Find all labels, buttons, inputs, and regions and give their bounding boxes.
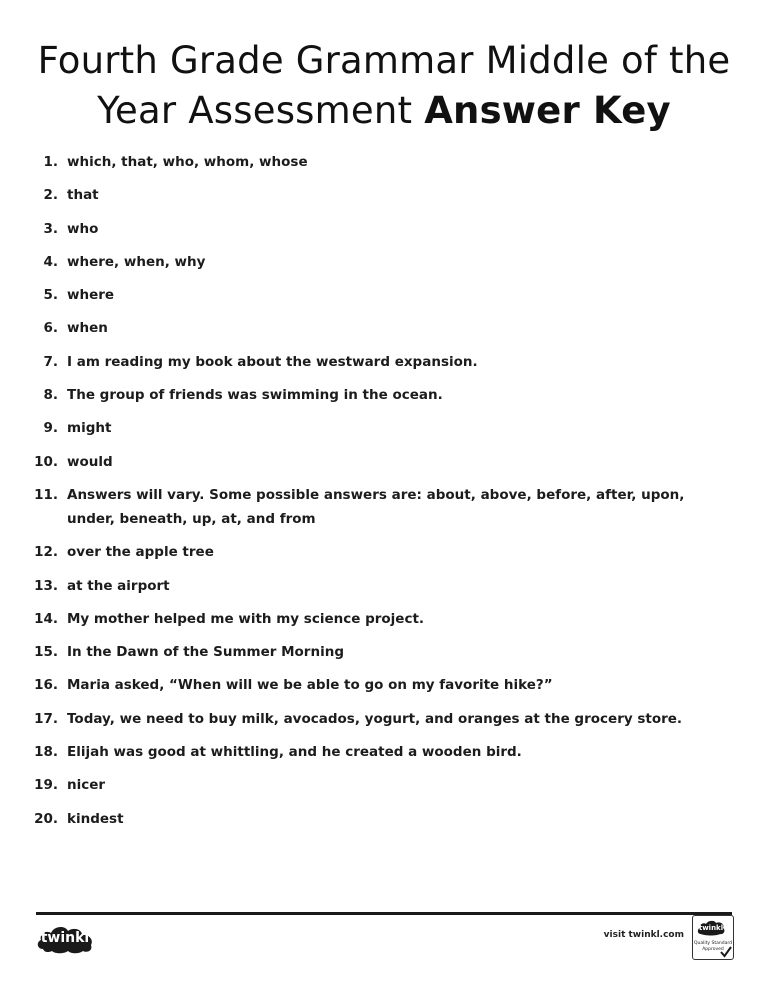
answer-text: who — [67, 220, 99, 237]
title-bold: Answer Key — [424, 89, 671, 132]
answer-number: 4. — [43, 253, 58, 270]
page-title — [0, 36, 768, 136]
answer-text: nicer — [67, 777, 106, 794]
answer-text: Maria asked, “When will we be able to go on my favorite hike?” — [67, 677, 553, 694]
badge-line-2: Approved — [702, 947, 724, 952]
answer-text: when — [67, 320, 108, 337]
answer-item — [0, 773, 768, 797]
answer-number: 11. — [34, 486, 58, 503]
answer-text: at the airport — [67, 577, 170, 594]
answer-item — [0, 450, 768, 474]
answer-number: 19. — [34, 777, 58, 794]
quality-standard-badge — [692, 915, 734, 960]
answer-text: would — [67, 453, 113, 470]
answer-item — [0, 574, 768, 598]
visit-link[interactable]: visit twinkl.com — [603, 930, 684, 940]
answer-number: 9. — [43, 420, 58, 437]
twinkl-logo[interactable] — [35, 923, 95, 955]
answer-text: where — [67, 287, 115, 304]
answer-text: which, that, who, whom, whose — [67, 154, 308, 170]
answer-number: 2. — [43, 187, 58, 204]
answer-number: 20. — [34, 810, 58, 827]
answer-list — [0, 150, 768, 840]
answer-number: 18. — [34, 744, 58, 761]
answer-number: 14. — [34, 610, 58, 627]
answer-item — [0, 383, 768, 407]
answer-text: In the Dawn of the Summer Morning — [67, 644, 344, 661]
footer-divider — [36, 912, 732, 915]
answer-item — [0, 640, 768, 664]
answer-text: kindest — [67, 810, 124, 827]
answer-number: 10. — [34, 453, 58, 470]
answer-number: 3. — [43, 220, 58, 237]
answer-number: 12. — [34, 544, 58, 561]
answer-item — [0, 250, 768, 274]
answer-number: 13. — [34, 577, 58, 594]
answer-text: might — [67, 420, 112, 437]
answer-item — [0, 673, 768, 697]
twinkl-logo-text: twinkl — [40, 930, 90, 946]
answer-text: Answers will vary. Some possible answers are: about, above, before, after, upon, under, beneath, up, at, and from — [67, 486, 685, 527]
answer-item — [0, 350, 768, 374]
answer-item — [0, 316, 768, 340]
answer-text: I am reading my book about the westward expansion. — [67, 353, 478, 370]
answer-number: 15. — [34, 644, 58, 661]
answer-item — [0, 483, 768, 531]
answer-item — [0, 416, 768, 440]
answer-number: 16. — [34, 677, 58, 694]
answer-item — [0, 283, 768, 307]
answer-text: where, when, why — [67, 253, 206, 270]
answer-number: 6. — [43, 320, 58, 337]
answer-text: over the apple tree — [67, 544, 214, 561]
answer-number: 17. — [34, 710, 58, 727]
answer-text: Today, we need to buy milk, avocados, yogurt, and oranges at the grocery store. — [67, 710, 683, 727]
answer-item — [0, 707, 768, 731]
answer-item — [0, 807, 768, 831]
answer-text: My mother helped me with my science project. — [67, 610, 425, 627]
badge-line-1: Quality Standard — [694, 941, 732, 946]
answer-text: The group of friends was swimming in the ocean. — [67, 387, 443, 404]
answer-item — [0, 740, 768, 764]
answer-number: 5. — [43, 287, 58, 304]
answer-text: Elijah was good at whittling, and he created a wooden bird. — [67, 744, 522, 761]
title-regular: Fourth Grade Grammar Middle of the Year Assessment — [37, 39, 731, 132]
answer-number: 1. — [43, 154, 58, 170]
answer-item — [0, 217, 768, 241]
answer-item — [0, 183, 768, 207]
answer-text: that — [67, 187, 99, 204]
answer-item — [0, 607, 768, 631]
badge-brand-text: twinkl — [698, 924, 724, 932]
answer-number: 7. — [43, 353, 58, 370]
checkmark-icon — [720, 946, 732, 958]
answer-number: 8. — [43, 387, 58, 404]
answer-item — [0, 540, 768, 564]
answer-item — [0, 150, 768, 174]
